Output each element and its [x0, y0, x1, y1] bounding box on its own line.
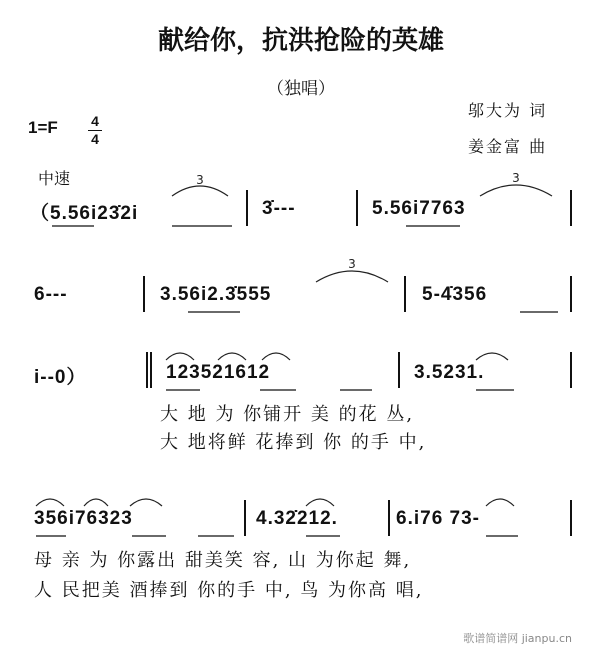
slur-arc — [36, 499, 64, 506]
lyrics-line4-verse2: 人 民把美 酒捧到 你的手 中, 鸟 为你高 唱, — [34, 580, 424, 601]
tempo-marking: 中速 — [38, 169, 71, 188]
slur-arc — [166, 353, 194, 360]
lyricist-credit: 邬大为 词 — [468, 101, 548, 120]
lyrics-line3-verse1: 大 地 为 你铺开 美 的花 丛, — [160, 404, 415, 425]
lyrics-line3-verse2: 大 地将鲜 花捧到 你 的手 中, — [160, 432, 427, 453]
triplet-number: 3 — [348, 257, 356, 271]
line2-measure2: 3.56i2.3̇555 — [160, 284, 272, 305]
line4-measure2: 4.32̇212. — [256, 508, 338, 529]
time-signature-bottom: 4 — [91, 131, 99, 147]
slur-arc — [218, 353, 246, 360]
triplet-arc — [480, 185, 552, 196]
slur-arc — [476, 353, 508, 360]
triplet-number: 3 — [196, 173, 204, 187]
line3-measure3: 3.5231. — [414, 362, 485, 383]
watermark: 歌谱简谱网 jianpu.cn — [463, 632, 572, 645]
triplet-arc — [172, 186, 228, 196]
line1-measure2: 3̇--- — [262, 198, 296, 219]
line1-measure3: 5.56i7763 — [372, 198, 466, 219]
slur-arc — [262, 353, 290, 360]
song-subtitle: （独唱） — [267, 79, 335, 99]
line1-measure1: （5.56i23̇2i — [30, 203, 139, 224]
song-title: 献给你，抗洪抢险的英雄 — [157, 26, 444, 56]
slur-arc — [486, 499, 514, 506]
line4-measure1: 356i76323 — [34, 508, 133, 529]
lyrics-line4-verse1: 母 亲 为 你露出 甜美笑 容, 山 为你起 舞, — [34, 550, 412, 571]
line2-measure1: 6--- — [34, 284, 68, 305]
line3-measure2: 123521612 — [166, 362, 271, 383]
slur-arc — [306, 499, 334, 506]
slur-arc — [130, 499, 162, 506]
triplet-arc — [316, 271, 388, 282]
composer-credit: 姜金富 曲 — [468, 137, 548, 156]
slur-arc — [84, 499, 108, 506]
line3-measure1: i--0） — [34, 367, 87, 388]
line4-measure3: 6.i76 73- — [396, 508, 480, 529]
key-signature: 1=F — [28, 118, 58, 137]
time-signature-top: 4 — [91, 113, 99, 129]
line2-measure3: 5-4̇356 — [422, 284, 488, 305]
triplet-number: 3 — [512, 171, 520, 185]
